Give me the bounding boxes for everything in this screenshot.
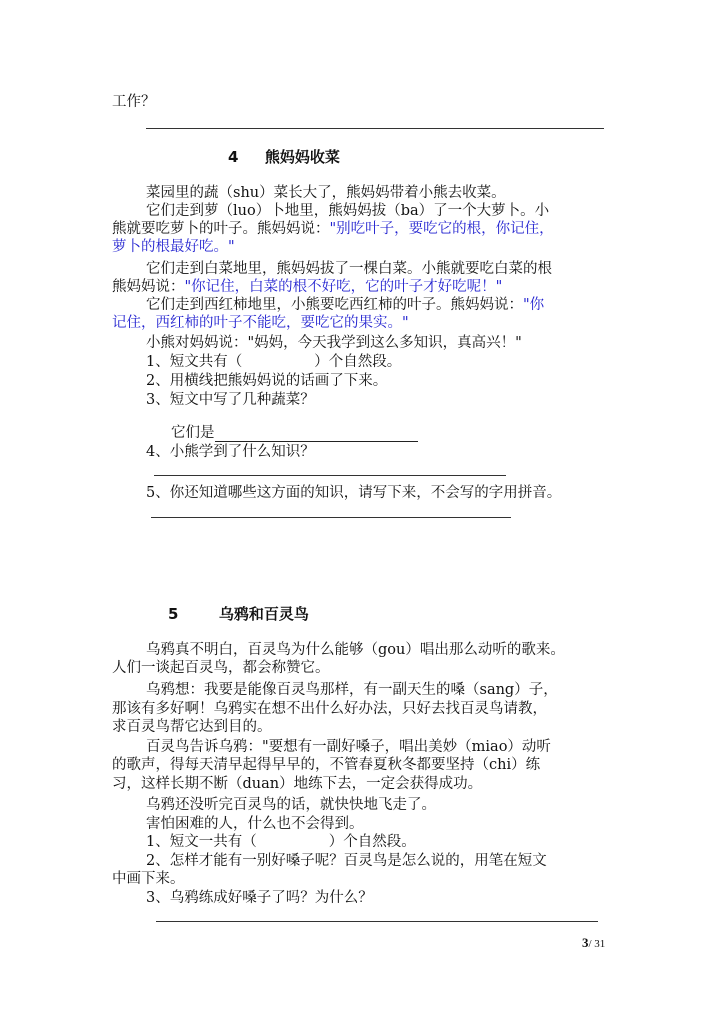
story5-line: 求百灵鸟帮它达到目的。 <box>112 719 272 735</box>
answer-blank[interactable] <box>215 426 418 442</box>
top-line: 工作？ <box>112 94 156 110</box>
question-text: 1、短文一共有（ <box>146 834 257 850</box>
story4-line: 小熊对妈妈说："妈妈，今天我学到这么多知识，真高兴！" <box>146 335 522 351</box>
story5-line: 乌鸦真不明白，百灵鸟为什么能够（gou）唱出那么动听的歌来。 <box>146 642 565 658</box>
story5-line: 人们一谈起百灵鸟，都会称赞它。 <box>112 660 330 676</box>
story4-heading <box>228 146 340 167</box>
separator-line <box>146 128 604 129</box>
story4-line <box>112 278 502 296</box>
answer-line[interactable] <box>151 517 511 518</box>
story4-question-5: 5、你还知道哪些这方面的知识，请写下来，不会写的字用拼音。 <box>146 485 562 501</box>
story5-question-1 <box>146 833 416 851</box>
story4-quote: 记住，西红柿的叶子不能吃，要吃它的果实。" <box>112 315 409 331</box>
story4-question-2: 2、用横线把熊妈妈说的话画了下来。 <box>146 373 388 389</box>
story5-heading <box>168 603 309 624</box>
story5-line: 害怕困难的人，什么也不会得到。 <box>146 816 364 832</box>
story4-quote: "你记住，白菜的根不好吃，它的叶子才好吃呢！" <box>184 279 503 295</box>
answer-line[interactable] <box>156 921 598 922</box>
question-text: 1、短文共有（ <box>146 354 243 370</box>
story4-question-1 <box>146 353 401 371</box>
page-number <box>582 935 605 951</box>
story4-question-4: 4、小熊学到了什么知识？ <box>146 444 315 460</box>
story4-line <box>146 296 544 314</box>
story4-title: 熊妈妈收菜 <box>264 148 340 166</box>
story4-line: 它们走到萝（luo）卜地里，熊妈妈拔（ba）了一个大萝卜。小 <box>146 203 550 219</box>
page-total: / 31 <box>588 938 606 950</box>
story4-number: 4 <box>228 148 239 166</box>
story5-question-2-cont: 中画下来。 <box>112 871 185 887</box>
answer-prefix: 它们是 <box>171 425 215 441</box>
story5-line: 那该有多好啊！乌鸦实在想不出什么好办法，只好去找百灵鸟请教， <box>112 701 547 717</box>
story5-line: 习，这样长期不断（duan）地练下去，一定会获得成功。 <box>112 776 483 792</box>
story5-title: 乌鸦和百灵鸟 <box>218 605 309 623</box>
question-text: ）个自然段。 <box>314 354 402 370</box>
story4-line <box>112 220 554 238</box>
story5-line: 的歌声，得每天清早起得早早的，不管春夏秋冬都要坚持（chi）练 <box>112 757 541 773</box>
story4-line-text: 熊就要吃萝卜的叶子。熊妈妈说： <box>112 221 330 237</box>
story5-question-2: 2、怎样才能有一别好嗓子呢？百灵鸟是怎么说的，用笔在短文 <box>146 853 547 869</box>
story4-quote: "别吃叶子，要吃它的根，你记住， <box>329 221 554 237</box>
answer-line[interactable] <box>154 475 506 476</box>
story4-line: 它们走到白菜地里，熊妈妈拔了一棵白菜。小熊就要吃白菜的根 <box>146 261 552 277</box>
story4-answer-3 <box>171 424 418 442</box>
story4-line-text: 熊妈妈说： <box>112 279 185 295</box>
story5-line: 乌鸦想：我要是能像百灵鸟那样，有一副天生的嗓（sang）子， <box>146 682 558 698</box>
story5-line: 百灵鸟告诉乌鸦："要想有一副好嗓子，唱出美妙（miao）动听 <box>146 739 551 755</box>
story4-line: 菜园里的蔬（shu）菜长大了，熊妈妈带着小熊去收菜。 <box>146 185 506 201</box>
question-text: ）个自然段。 <box>328 834 416 850</box>
story4-line-text: 它们走到西红柿地里，小熊要吃西红柿的叶子。熊妈妈说： <box>146 297 523 313</box>
story5-question-3: 3、乌鸦练成好嗓子了吗？为什么？ <box>146 890 373 906</box>
story4-question-3: 3、短文中写了几种蔬菜？ <box>146 392 315 408</box>
story5-line: 乌鸦还没听完百灵鸟的话，就快快地飞走了。 <box>146 797 436 813</box>
story5-number: 5 <box>168 605 179 623</box>
story4-quote: "你 <box>523 297 545 313</box>
story4-quote: 萝卜的根最好吃。" <box>112 239 235 255</box>
page-current: 3 <box>582 935 589 950</box>
